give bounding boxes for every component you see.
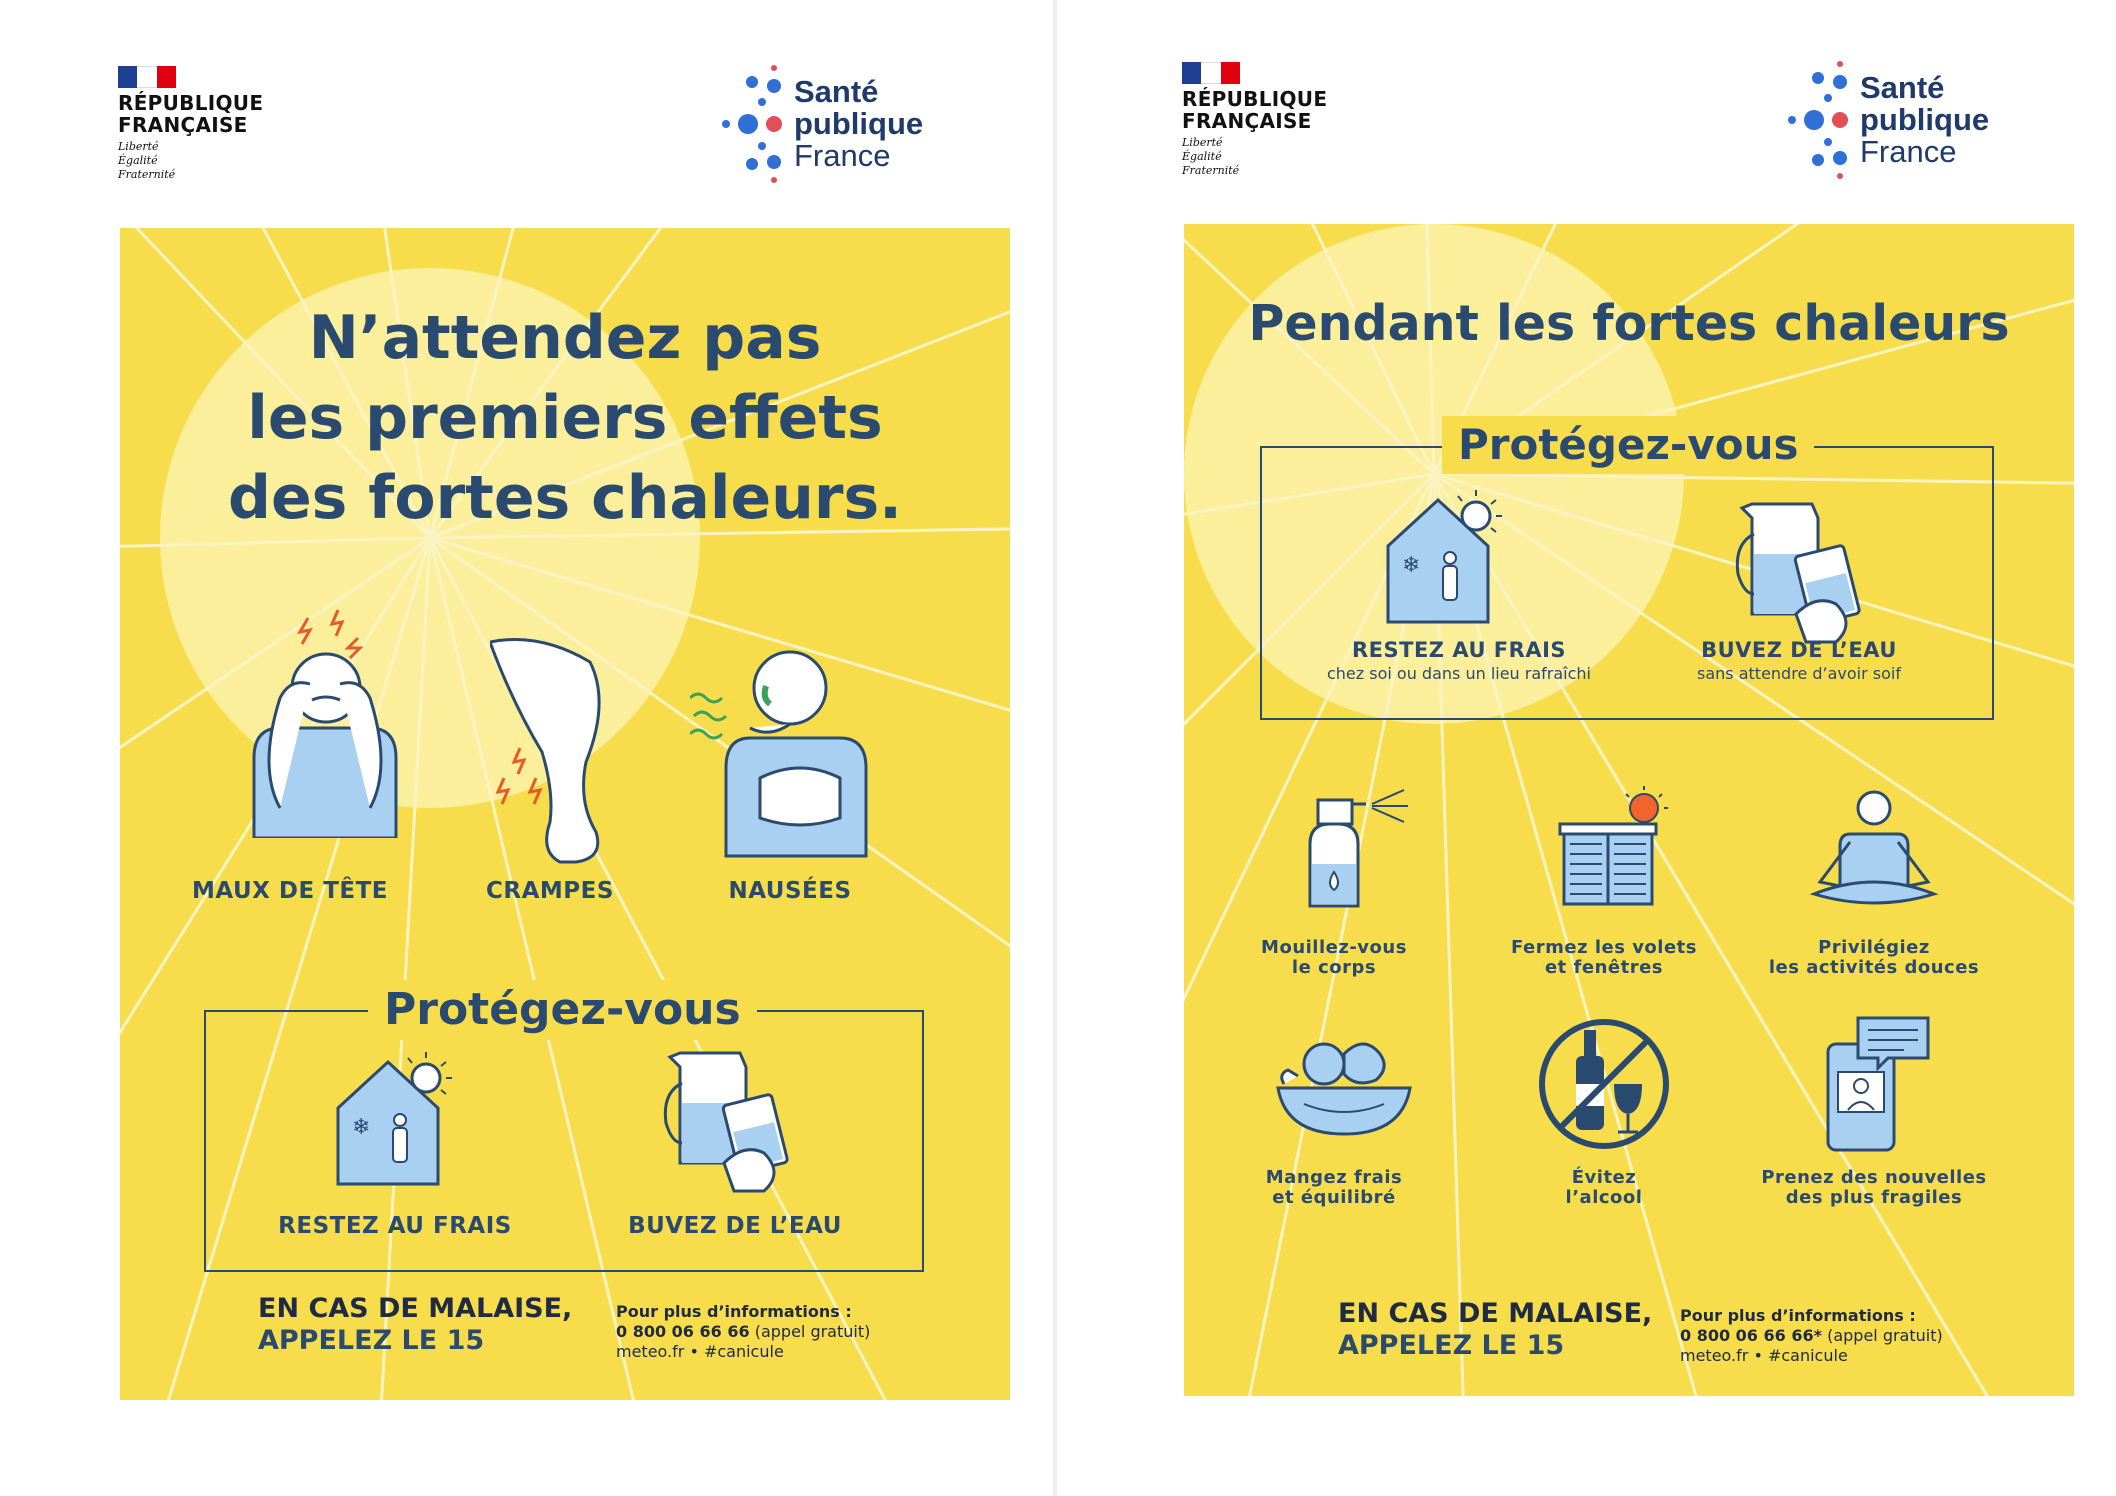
republique-line2: FRANÇAISE (1182, 109, 1312, 133)
info-block (616, 1302, 870, 1362)
motto-fraternite: Fraternité (118, 168, 176, 181)
sante-publique-france-logo (712, 62, 923, 186)
no-alcohol-icon (1534, 1014, 1674, 1154)
info-title: Pour plus d’informations : (1680, 1306, 1916, 1325)
republique-francaise-logo (118, 66, 263, 182)
info-phone-note: (appel gratuit) (1827, 1326, 1943, 1345)
tip-label-alcohol (1484, 1168, 1724, 1208)
malaise-block (258, 1293, 572, 1357)
info-phone[interactable]: 0 800 06 66 66 (616, 1322, 750, 1341)
tip-meditation-line1: Privilégiez (1818, 937, 1930, 958)
right-poster (1184, 224, 2074, 1396)
malaise-line1: EN CAS DE MALAISE, (258, 1293, 573, 1324)
tip-phone-line2: des plus fragiles (1785, 1187, 1963, 1208)
motto-liberte: Liberté (1182, 136, 1223, 149)
nausea-icon (690, 628, 880, 858)
symptom-label-nausea: NAUSÉES (728, 878, 852, 904)
protect-label-cool-sub: chez soi ou dans un lieu rafraîchi (1326, 664, 1591, 683)
protect-title: Protégez-vous (368, 980, 757, 1040)
right-title: Pendant les fortes chaleurs (1248, 295, 2010, 352)
protect-label-water (1634, 638, 1964, 686)
symptom-label-cramps: CRAMPES (486, 878, 614, 904)
motto-liberte: Liberté (118, 140, 159, 153)
malaise-line2: APPELEZ LE 15 (1338, 1330, 1565, 1361)
tip-label-meditation (1754, 938, 1994, 978)
info-title: Pour plus d’informations : (616, 1302, 852, 1321)
phone-call-icon (1824, 1014, 1934, 1154)
spf-dots-icon (1778, 58, 1850, 182)
republique-line1: RÉPUBLIQUE (1182, 87, 1328, 111)
tip-shutters-line2: et fenêtres (1544, 957, 1664, 978)
headache-icon (240, 608, 410, 838)
motto-egalite: Égalité (118, 154, 158, 167)
spray-bottle-icon (1284, 784, 1414, 914)
title-line1: N’attendez pas (308, 303, 822, 373)
info-block (1680, 1306, 1943, 1366)
info-links[interactable]: meteo.fr • #canicule (1680, 1346, 1848, 1365)
info-phone[interactable]: 0 800 06 66 66* (1680, 1326, 1822, 1345)
spf-dots-icon (712, 62, 784, 186)
protect-label-water-sub: sans attendre d’avoir soif (1697, 664, 1901, 683)
tip-shutters-line1: Fermez les volets (1510, 937, 1697, 958)
republique-line2: FRANÇAISE (118, 113, 248, 137)
malaise-line2: APPELEZ LE 15 (258, 1325, 485, 1356)
french-flag-icon (1182, 62, 1240, 84)
title-line2: les premiers effets (247, 383, 883, 453)
tip-spray-line2: le corps (1291, 957, 1377, 978)
republique-francaise-logo-right (1182, 62, 1327, 178)
tip-food-line1: Mangez frais (1265, 1167, 1403, 1188)
meditation-icon (1804, 784, 1944, 914)
tip-alcohol-line2: l’alcool (1565, 1187, 1643, 1208)
malaise-block (1338, 1298, 1652, 1362)
protect-label-water: BUVEZ DE L’EAU (628, 1213, 842, 1239)
spf-line3: France (1860, 134, 1957, 169)
motto-egalite: Égalité (1182, 150, 1222, 163)
sante-publique-france-logo-right (1778, 58, 1989, 182)
tip-label-shutters (1484, 938, 1724, 978)
leg-cramp-icon (490, 638, 630, 868)
tip-meditation-line2: les activités douces (1768, 957, 1980, 978)
cool-house-icon (1384, 486, 1514, 626)
water-pitcher-icon (1732, 494, 1872, 644)
cool-house-icon (334, 1048, 464, 1188)
spf-line2: publique (794, 106, 924, 141)
spf-line2: publique (1860, 102, 1990, 137)
tip-alcohol-line1: Évitez (1571, 1167, 1637, 1188)
symptom-label-headache: MAUX DE TÊTE (191, 878, 388, 904)
protect-label-cool: RESTEZ AU FRAIS (278, 1213, 512, 1239)
motto-fraternite: Fraternité (1182, 164, 1240, 177)
french-flag-icon (118, 66, 176, 88)
left-poster (120, 228, 1010, 1400)
tip-food-line2: et équilibré (1272, 1187, 1396, 1208)
svg-text:❄: ❄ (352, 1115, 371, 1140)
tip-label-phone (1744, 1168, 2004, 1208)
protect-label-cool-main: RESTEZ AU FRAIS (1351, 638, 1567, 662)
republique-line1: RÉPUBLIQUE (118, 91, 264, 115)
shutters-icon (1554, 784, 1684, 914)
protect-label-cool (1294, 638, 1624, 686)
tip-spray-line1: Mouillez-vous (1261, 937, 1407, 958)
spf-line1: Santé (794, 74, 879, 109)
malaise-line1: EN CAS DE MALAISE, (1338, 1298, 1653, 1329)
info-links[interactable]: meteo.fr • #canicule (616, 1342, 784, 1361)
protect-title: Protégez-vous (1442, 416, 1814, 474)
info-phone-note: (appel gratuit) (754, 1322, 871, 1341)
spf-line1: Santé (1860, 70, 1945, 105)
tip-phone-line1: Prenez des nouvelles (1761, 1167, 1987, 1188)
svg-text:❄: ❄ (1402, 553, 1421, 578)
food-bowl-icon (1274, 1024, 1414, 1144)
tip-label-food (1224, 1168, 1444, 1208)
protect-label-water-main: BUVEZ DE L’EAU (1701, 638, 1897, 662)
spf-line3: France (794, 138, 891, 173)
title-line3: des fortes chaleurs. (228, 463, 902, 533)
page-fold (1053, 0, 1057, 1496)
water-pitcher-icon (660, 1043, 800, 1193)
tip-label-spray (1224, 938, 1444, 978)
